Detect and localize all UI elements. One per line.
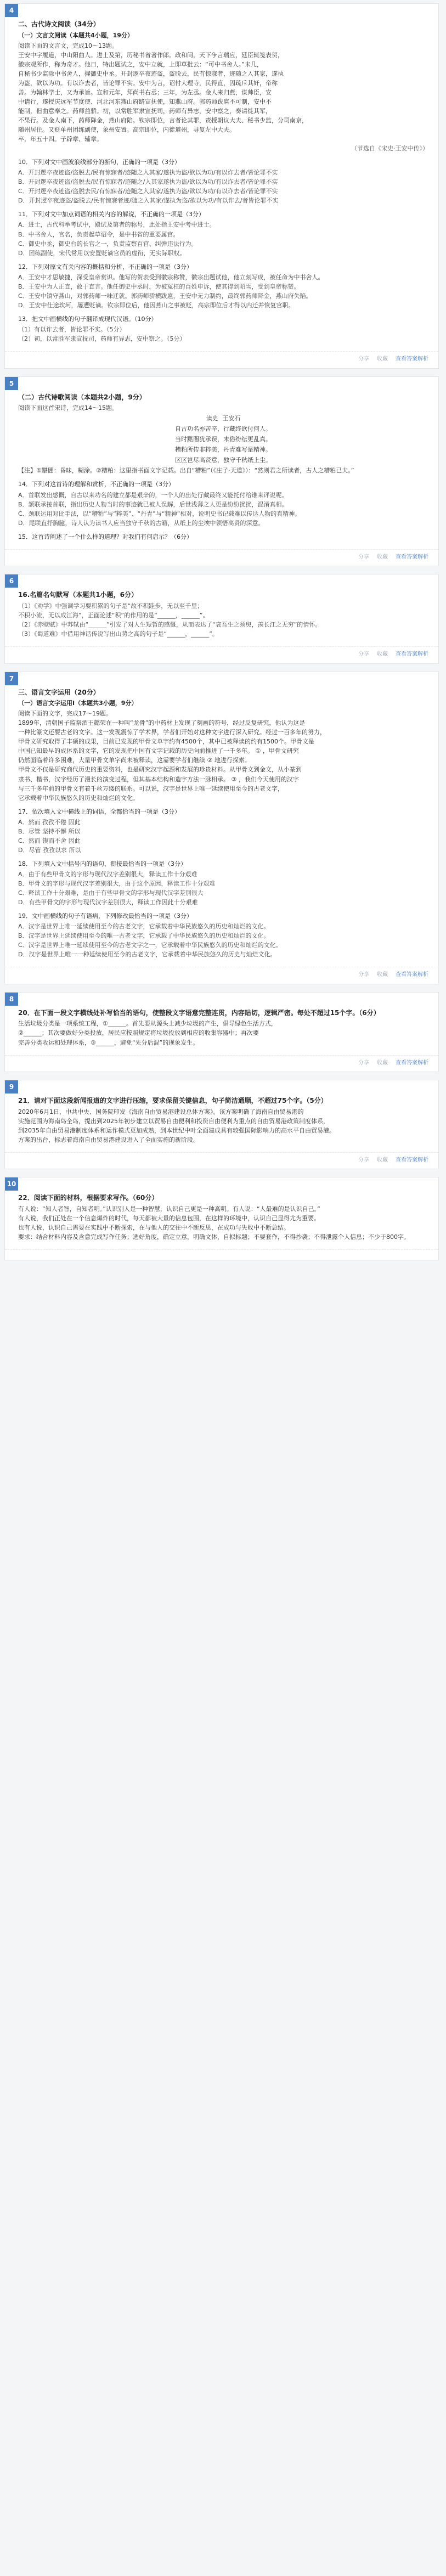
passage-line: 能制，但曲意奉之。药师益骄。初，以常胜军隶宣抚司，药师有异志，安中察之，奏请徙其军， [18,107,272,115]
passage-line: 甲骨文不仅是研究商代历史的重要资料，也是研究汉字起源和发展的珍贵材料。从甲骨文到金文，从小篆到 [18,766,302,774]
passage-line: 与三千多年前的甲骨文有着千丝万缕的联系。可以说，汉字是世界上唯一延续使用至今的古老文字， [18,785,284,792]
question-stem: 19．文中画横线的句子有语病，下列修改最恰当的一项是（3分） [18,912,193,920]
question-stem: 15．这首诗阐述了一个什么样的道理？对我们有何启示？（6分） [18,533,193,540]
passage-line: 中国已知最早的成体系的文字，它的发现把中国有文字记载的历史向前推进了一千多年。 ① ，甲骨文研究 [18,747,299,755]
answer-option[interactable]: 不积小流，无以成江海”，正面论述“积”的作用的是“______，______”。 [18,611,209,619]
question-card [4,3,439,369]
section-title: 22．阅读下面的材料，根据要求写作。（60分） [18,1194,159,1202]
passage-line: 实施范围为海南岛全岛，提出到2025年初步建立以贸易自由便利和投资自由便利为重点的自由贸易港政策制度体系， [18,1117,329,1125]
question-stem: 13．把文中画横线的句子翻译成现代汉语。（10分） [18,315,157,323]
question-card [4,574,439,663]
question-number-badge: 8 [5,993,18,1006]
subsection-title: （一）文言文阅读（本题共4小题，19分） [18,31,133,39]
card-footer [5,1055,438,1072]
intro-text: 阅读下面的文字，完成17～19题。 [18,710,112,718]
question-stem: 18．下列填入文中括号内的语句，衔接最恰当的一项是（3分） [18,860,187,867]
poem-title-text: 读史 [206,415,218,422]
question-card [4,376,439,567]
answer-option[interactable]: A．汉字是世界上唯一延续使用至今的古老文字，它承载着中华民族悠久的历史和灿烂的文化。 [18,923,270,931]
answer-option[interactable]: （2）《赤壁赋》中苏轼由“______”引发了对人生短暂的感慨，从而表达了“哀吾生之须臾，羡长江之无穷”的情怀。 [18,621,321,628]
passage-line: 随州居住。又贬单州团练副使，象州安置。高宗即位，内徙道州，寻复左中大夫。 [18,126,235,134]
page [0,0,446,1268]
answer-option[interactable]: C．然而 锲而不舍 因此 [18,837,81,844]
answer-option[interactable]: B．中书舍人，官名，负责起草诏令，是中书省的重要属官。 [18,230,179,238]
answer-option[interactable]: D．王安中仕途坎坷，屡遭贬谪。钦宗即位后，他因燕山之事被贬，高宗即位后才得以内迁并恢复官职。 [18,301,295,309]
share-button[interactable]: 分享 [358,554,369,560]
share-button[interactable]: 分享 [358,651,369,658]
section-title: 三、语言文字运用（20分） [18,688,100,696]
answer-option[interactable]: （1）有以诈去者，皆论罪不实。（5分） [18,325,126,333]
answer-option[interactable]: C．释读工作十分艰难，是由于有些甲骨文的字形与现代汉字差别很大 [18,889,204,897]
question-number-badge: 5 [5,377,18,390]
passage-line: 徽宗观所作，称为奇才。他日，特出题试之，安中立就，上即草批云：“可中书舍人。”未几， [18,60,263,68]
card-footer [5,1249,438,1260]
passage-line: 方案的出台，标志着海南自由贸易港建设进入了全面实施的新阶段。 [18,1136,199,1143]
answer-option[interactable]: A．然而 孜孜不倦 因此 [18,818,81,826]
passage-line: 有人说：“知人者智，自知者明。”认识别人是一种智慧，认识自己更是一种高明。有人说：“人最难的是认识自己。” [18,1205,320,1213]
passage-line: 不果行。及金人南下，药师降金，燕山府陷。钦宗即位，言者论其罪，责授朝议大夫、秘书少监，分司南京， [18,117,308,125]
passage-line: 生活垃圾分类是一项系统工程，①______。首先要从源头上减少垃圾的产生，倡导绿色生活方式， [18,1020,277,1028]
question-body [15,582,428,639]
card-footer [5,967,438,984]
question-card [4,1177,439,1260]
card-footer [5,1152,438,1169]
subsection-title: （一）语言文字运用Ⅰ（本题共3小题，9分） [18,700,138,707]
passage-line: 善。为翰林学士，又为承旨。宣和元年，拜尚书右丞；三年，为左丞。金人来归燕，谋帅臣，安 [18,88,272,96]
answer-option[interactable]: D．汉字是世界上唯一一种延续使用至今的古老文字，它承载着中华民族悠久的历史与灿烂文化。 [18,951,276,959]
passage-line: 一种比篆文还要古老的文字。这一发现震惊了学术界，学者们开始对这种文字进行深入研究。经过一百多年的努力， [18,729,326,736]
intro-text: 阅读下面的文言文，完成10～13题。 [18,42,118,49]
question-number-badge: 4 [5,4,18,17]
favorite-button[interactable]: 收藏 [377,1157,388,1163]
question-stem: 17．依次填入文中横线上的词语，全都恰当的一项是（3分） [18,808,180,815]
passage-line: 自秘书少监除中书舍人，擢御史中丞。开封逻卒夜迹盗，盗脱去，民有惊寐者，迹随之入其家，遂执 [18,70,284,77]
passage-line: 卒，年五十四。子辟章、辅章。 [18,136,103,143]
view-answer-link[interactable]: 查看答案解析 [396,1059,428,1066]
question-stem: 11．下列对文中加点词语的相关内容的解说，不正确的一项是（3分） [18,211,205,218]
section-title: 二、古代诗文阅读（34分） [18,20,100,28]
poem-author: 王安石 [222,415,241,422]
passage-line: 2020年6月1日，中共中央、国务院印发《海南自由贸易港建设总体方案》。该方案明确了海南自由贸易港的 [18,1108,304,1115]
passage-line: 要求：结合材料内容及含意完成写作任务；选好角度，确定立意，明确文体，自拟标题；不要套作，不得抄袭；不得泄露个人信息；不少于800字。 [18,1233,410,1241]
passage-source: （节选自《宋史·王安中传》） [351,145,428,153]
answer-option[interactable]: B．尽管 坚持不懈 所以 [18,827,81,835]
question-number-badge: 9 [5,1080,18,1093]
question-number-badge: 7 [5,672,18,685]
passage-line: 到2035年自由贸易港制度体系和运作模式更加成熟，到本世纪中叶全面建成具有较强国际影响力的高水平自由贸易港。 [18,1126,335,1134]
question-stem: 10．下列对文中画波浪线部分的断句，正确的一项是（3分） [18,159,180,166]
answer-option[interactable]: C．开封逻卒夜迹盗/盗脱去民/有惊寐者/迹随之入其家/遂执为盗/欲以为功/有以诈去者/皆论罪不实 [18,188,278,195]
view-answer-link[interactable]: 查看答案解析 [396,1157,428,1163]
favorite-button[interactable]: 收藏 [377,554,388,560]
favorite-button[interactable]: 收藏 [377,651,388,658]
view-answer-link[interactable]: 查看答案解析 [396,972,428,978]
share-button[interactable]: 分享 [358,1059,369,1066]
question-card [4,672,439,984]
answer-option[interactable]: C．颈联运用对比手法，以“糟粕”与“粹美”、“丹青”与“精神”相对，说明史书记载难以传达人物的真精神。 [18,510,301,517]
share-button[interactable]: 分享 [358,972,369,978]
question-body [15,385,428,542]
passage-line: 1899年，清朝国子监祭酒王懿荣在一种叫“龙骨”的中药材上发现了刻画的符号，经过反复研究，他认为这是 [18,719,306,727]
share-button[interactable]: 分享 [358,1157,369,1163]
section-title: 20．在下面一段文字横线处补写恰当的语句，使整段文字语意完整连贯，内容贴切，逻辑严密。每处不超过15个字。（6分） [18,1008,380,1017]
answer-option[interactable]: D．尽管 孜孜以求 所以 [18,846,81,854]
question-body [15,1088,428,1145]
passage-line: 中请行，遂授庆远军节度使、河北河东燕山府路宣抚使，知燕山府。郭药师跋扈不可制，安中不 [18,98,272,105]
poem-line: 当时黮闇犹承误，末俗纷纭更乱真。 [175,436,272,443]
answer-option[interactable]: （3）《蜀道难》中借用神话传说写出山势之高的句子是“______，______”。 [18,630,218,638]
card-footer [5,549,438,566]
answer-option[interactable]: C．汉字是世界上唯一延续使用至今的古老文字之一，它承载着中华民族悠久的历史和灿烂的文化。 [18,942,282,949]
question-body [15,1185,428,1242]
poem-line: 糟粕所传非粹美，丹青难写是精神。 [175,446,272,454]
card-footer [5,351,438,368]
favorite-button[interactable]: 收藏 [377,356,388,363]
answer-option[interactable]: B．汉字是世界上延续使用至今的唯一古老文字，它承载了中华民族悠久的历史和灿烂的文化。 [18,932,270,940]
answer-option[interactable]: D．团练副使，宋代常用以安置贬谪官员的虚衔，无实际职权。 [18,249,186,257]
question-stem: 14．下列对这首诗的理解和赏析，不正确的一项是（3分） [18,481,174,488]
favorite-button[interactable]: 收藏 [377,1059,388,1066]
passage-line: 仍然面临着许多困难，大量甲骨文单字尚未被释读，这需要学者们继续 ② 地进行探索。 [18,757,251,764]
passage-line: 有人说，我们正处在一个信息爆炸的时代，每天都被大量的信息包围，在这样的环境中，认识自己显得尤为重要。 [18,1215,320,1222]
view-answer-link[interactable]: 查看答案解析 [396,554,428,560]
section-title: 21．请对下面这段新闻报道的文字进行压缩，要求保留关键信息，句子简洁通顺，不超过75个字。（5分） [18,1097,328,1105]
answer-option[interactable]: D．开封逻卒夜迹盗/盗脱去/民有惊寐者迹/随之入其家/遂执为盗/欲以为功/有以诈去/者皆论罪不实 [18,197,279,205]
question-body [15,12,428,343]
answer-option[interactable]: （1）《劝学》中强调学习要积累的句子是“故不积跬步，无以至千里； [18,602,204,610]
poem-note: 【注】①黮闇：昏昧，糊涂。②糟粕：这里指书面文字记载。出自“糟粕”（《庄子·天道》）：“然则君之所读者，古人之糟粕已夫。” [18,467,354,475]
question-number-badge: 6 [5,574,18,588]
answer-option[interactable]: B．颔联承接首联，指出历史人物当时的事迹就已被人误解，后世浅薄之人更是纷纷扰扰，混淆真相。 [18,500,288,508]
question-stem: 12．下列对原文有关内容的概括和分析，不正确的一项是（3分） [18,263,193,270]
passage-line: 隶书、楷书，汉字经历了漫长的演变过程，但其基本结构和造字方法一脉相承。 ③ ，我们今天使用的汉字 [18,775,299,783]
share-button[interactable]: 分享 [358,356,369,363]
section-title: 16.名篇名句默写（本题共1小题，6分） [18,591,138,599]
answer-option[interactable]: A．开封逻卒夜迹盗/盗脱去/民有惊寐者/迹随之入其家/遂执为盗/欲以为功/有以诈去者/皆论罪不实 [18,169,278,177]
passage-line: ②______；其次要做好分类投放，居民应按照规定将垃圾投放到相应的收集容器中；再次要 [18,1029,259,1037]
card-footer [5,646,438,663]
section-title: （二）古代诗歌阅读（本题共2小题，9分） [18,393,146,401]
intro-text: 阅读下面这首宋诗，完成14～15题。 [18,404,118,412]
question-body [15,680,428,960]
passage-line: 王安中字履道，中山阳曲人。进士及第，历秘书省著作郎。政和间，天下争言瑞应，廷臣辄笺表贺， [18,51,284,59]
poem-line: 自古功名亦苦辛，行藏终欲付何人。 [175,425,272,433]
question-card [4,1080,439,1169]
passage-line: 它承载着中华民族悠久的历史和灿烂的文化。 [18,794,139,802]
answer-option[interactable]: A．由于有些甲骨文的字形与现代汉字差别很大，释读工作十分艰难 [18,870,197,878]
answer-option[interactable]: B．开封逻卒夜迹盗/盗脱去/民有惊寐者/迹随之/入其家遂执为盗/欲以为功/有以诈去者/皆论罪不实 [18,178,278,186]
question-card [4,992,439,1072]
answer-option[interactable]: A．首联发出感慨，自古以来功名的建立都是艰辛的，一个人的出处行藏最终又能托付给谁来评说呢。 [18,491,288,499]
passage-line: 也有人说，认识自己需要在实践中不断探索，在与他人的交往中不断反思，在成功与失败中不断总结。 [18,1224,290,1232]
answer-option[interactable]: C．王安中镇守燕山，对郭药师一味迁就。郭药师骄横跋扈，王安中无力制约，最终郭药师降金，燕山府失陷。 [18,292,312,300]
passage-line: 完善分类收运和处理体系，③______，避免“先分后混”的现象发生。 [18,1039,199,1046]
view-answer-link[interactable]: 查看答案解析 [396,651,428,658]
poem-title [18,414,428,423]
passage-line: 为盗，欲以为功。有以诈去者，皆论罪不实。安中为言，诏付大理寺，民得直，因疏斥其奸，帝称 [18,79,278,87]
favorite-button[interactable]: 收藏 [377,972,388,978]
poem-line: 区区岂尽高贤意，独守千秋纸上尘。 [175,456,272,464]
answer-option[interactable]: D．有些甲骨文的字形与现代汉字差别很大，释读工作因此十分艰难 [18,899,198,906]
question-number-badge: 10 [5,1177,18,1191]
view-answer-link[interactable]: 查看答案解析 [396,356,428,363]
answer-option[interactable]: A．王安中才思敏捷，深受皇帝赏识。他写的贺表受到徽宗称赞，徽宗出题试他，他立刻写成，被任命为中书舍人。 [18,273,324,281]
answer-option[interactable]: B．王安中为人正直，敢于直言。他任御史中丞时，为被冤枉的百姓申诉，使其得到昭雪，受到皇帝称赞。 [18,283,300,290]
answer-option[interactable]: （2）初，以常胜军隶宣抚司，药师有异志，安中察之。（5分） [18,335,186,342]
answer-option[interactable]: C．御史中丞，御史台的长官之一，负责监察百官、纠弹违法行为。 [18,240,197,247]
answer-option[interactable]: B．甲骨文的字形与现代汉字差别很大，由于这个原因，释读工作十分艰难 [18,880,216,887]
passage-line: 甲骨文研究取得了丰硕的成果，目前已发现的甲骨文单字约有4500个，其中已被释读的约有1500个。甲骨文是 [18,738,314,746]
question-body [15,1000,428,1047]
answer-option[interactable]: D．尾联直抒胸臆，诗人认为读书人应当独守千秋的古籍，从纸上的尘埃中领悟高贤的深意。 [18,519,264,527]
answer-option[interactable]: A．进士，古代科举考试中，殿试及第者的称号，此处指王安中考中进士。 [18,221,216,229]
